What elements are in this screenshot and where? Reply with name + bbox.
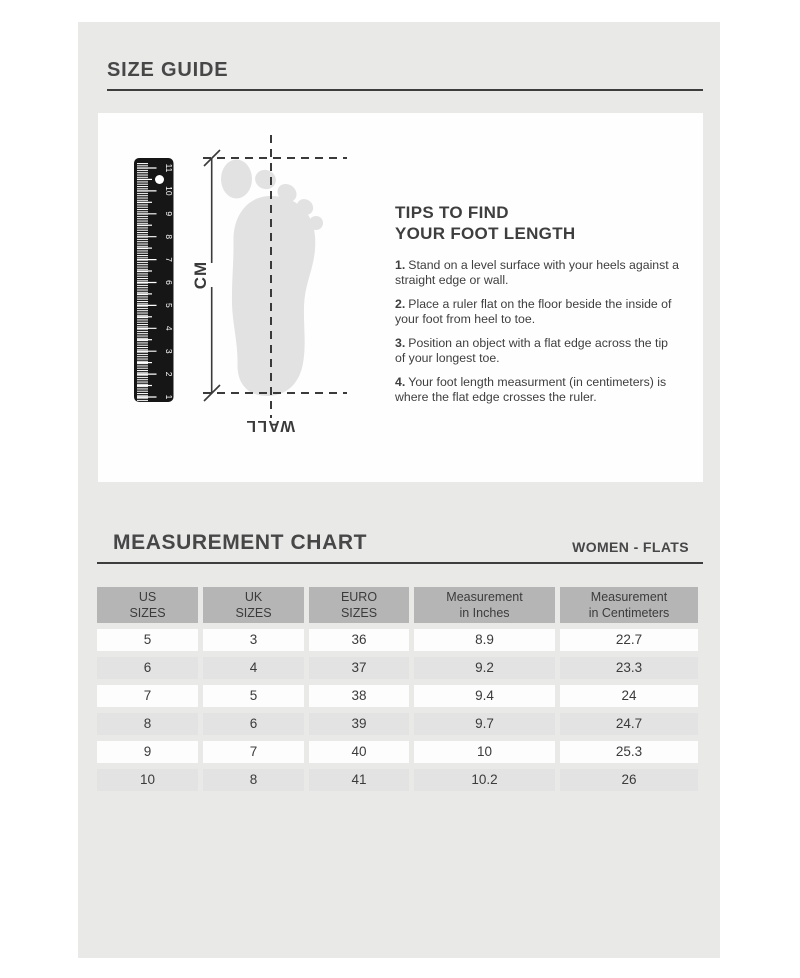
tips-heading [395,203,680,244]
tip-step-text: Your foot length measurment (in centimeters) is where the flat edge crosses the ruler. [395,375,667,405]
svg-text:9: 9 [164,211,174,217]
table-header-cell: Measurement in Inches [414,587,555,623]
tips-heading-line1: TIPS TO FIND [395,203,509,222]
table-cell: 6 [203,713,304,735]
table-cell: 23.3 [560,657,698,679]
table-cell: 38 [309,685,409,707]
ruler-icon [134,158,174,402]
table-cell: 10.2 [414,769,555,791]
chart-title: MEASUREMENT CHART [113,531,368,554]
cm-label: CM [191,260,210,290]
table-cell: 9.4 [414,685,555,707]
table-cell: 9 [97,741,198,763]
foot-measure-diagram [98,113,703,482]
table-cell: 10 [414,741,555,763]
table-cell: 40 [309,741,409,763]
table-cell: 9.2 [414,657,555,679]
svg-text:2: 2 [164,371,174,377]
table-cell: 3 [203,629,304,651]
table-header-cell: UK SIZES [203,587,304,623]
svg-text:7: 7 [164,257,174,262]
category-label: WOMEN - FLATS [572,539,689,555]
table-cell: 4 [203,657,304,679]
table-cell: 7 [97,685,198,707]
tip-step [395,375,680,405]
table-cell: 6 [97,657,198,679]
tip-step [395,258,680,288]
tip-step-text: Stand on a level surface with your heels against a straight edge or wall. [395,258,679,288]
table-cell: 10 [97,769,198,791]
tip-step-number: 2. [395,297,406,312]
svg-text:6: 6 [164,280,174,285]
svg-text:4: 4 [164,325,174,331]
chart-divider [97,562,703,564]
table-cell: 5 [97,629,198,651]
table-cell: 5 [203,685,304,707]
svg-text:10: 10 [164,186,174,196]
ruler-dot [155,175,164,184]
tip-step-text: Place a ruler flat on the floor beside the inside of your foot from heel to toe. [395,297,672,327]
tip-step-number: 1. [395,258,406,273]
svg-text:5: 5 [164,303,174,308]
table-cell: 8.9 [414,629,555,651]
table-cell: 8 [203,769,304,791]
table-cell: 37 [309,657,409,679]
table-cell: 7 [203,741,304,763]
table-cell: 41 [309,769,409,791]
size-table [97,587,698,791]
table-header-cell: US SIZES [97,587,198,623]
table-cell: 36 [309,629,409,651]
tip-step-number: 3. [395,336,406,351]
svg-text:8: 8 [164,234,174,240]
table-header-cell: Measurement in Centimeters [560,587,698,623]
table-header-cell: EURO SIZES [309,587,409,623]
title-divider [107,89,703,91]
table-cell: 24.7 [560,713,698,735]
table-cell: 8 [97,713,198,735]
svg-text:1: 1 [164,394,174,400]
table-cell: 24 [560,685,698,707]
svg-text:3: 3 [164,348,174,354]
tip-step [395,297,680,327]
table-cell: 25.3 [560,741,698,763]
page-title: SIZE GUIDE [107,59,229,81]
tip-step-number: 4. [395,375,406,390]
tips-heading-line2: YOUR FOOT LENGTH [395,223,576,243]
table-cell: 9.7 [414,713,555,735]
tips-block [395,203,680,414]
table-cell: 22.7 [560,629,698,651]
svg-text:11: 11 [164,163,174,173]
wall-label: WALL [245,417,295,434]
tip-step [395,336,680,366]
panel [78,22,720,958]
tip-step-text: Position an object with a flat edge across the tip of your longest toe. [395,336,669,366]
table-cell: 39 [309,713,409,735]
table-cell: 26 [560,769,698,791]
